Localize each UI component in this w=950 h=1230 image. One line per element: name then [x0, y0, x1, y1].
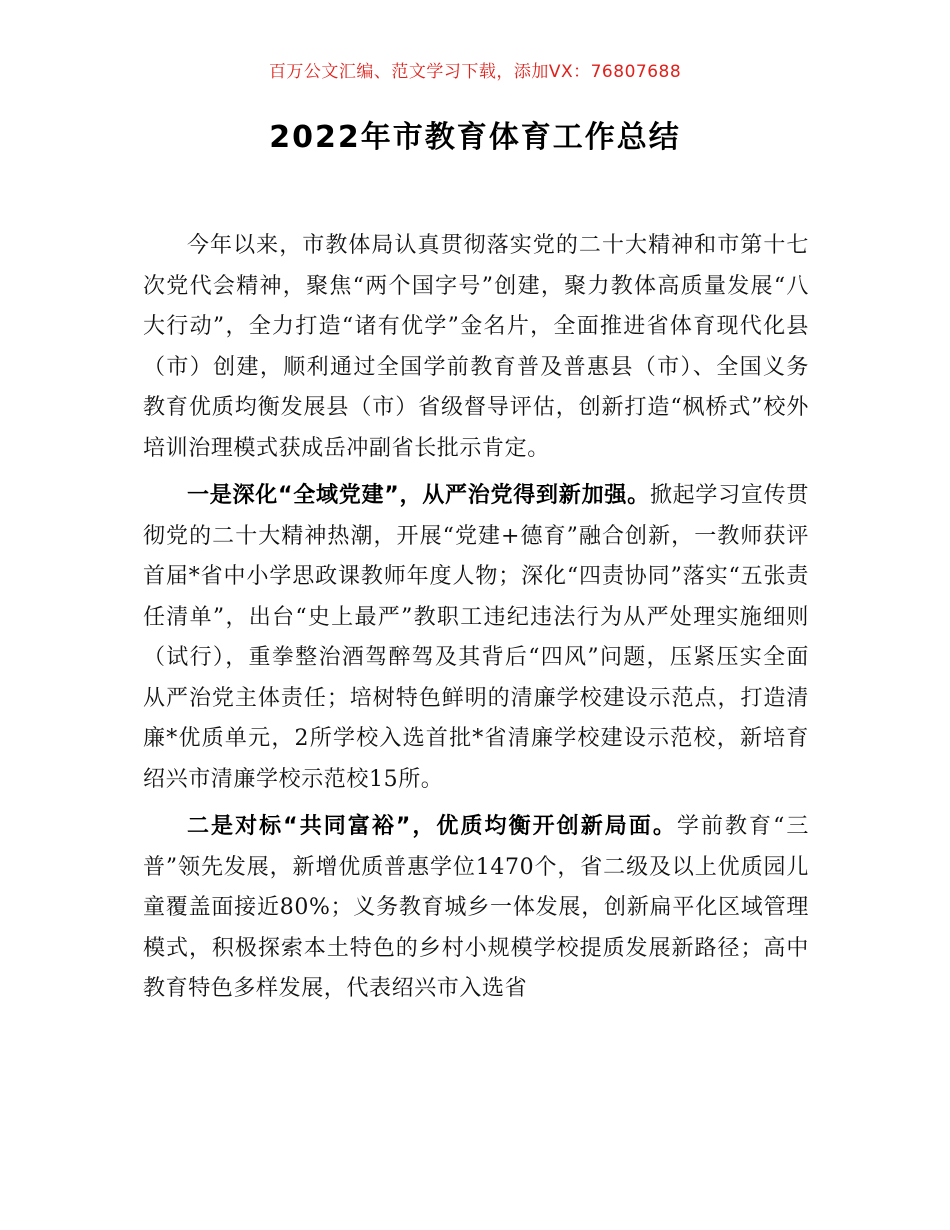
paragraph-lead-heading: 二是对标“共同富裕”，优质均衡开创新局面。 [187, 814, 677, 839]
paragraph-text: 掀起学习宣传贯彻党的二十大精神热潮，开展“党建+德育”融合创新，一教师获评首届*省中小学思政课教师年度人物；深化“四责协同”落实“五张责任清单”，出台“史上最严”教职工违纪违法行为从严处理实施细则（试行），重拳整治酒驾醉驾及其背后“四风”问题，压紧压实全面从严治党主体责任；培树特色鲜明的清廉学校建设示范点，打造清廉*优质单元，2所学校入选首批*省清廉学校建设示范校，新培育绍兴市清廉学校示范校15所。 [143, 483, 809, 792]
paragraph-intro [143, 226, 809, 469]
paragraph-text: 学前教育“三普”领先发展，新增优质普惠学位1470个，省二级及以上优质园儿童覆盖面接近80%；义务教育城乡一体发展，创新扁平化区域管理模式，积极探索本土特色的乡村小规模学校提质发展新路径；高中教育特色多样发展，代表绍兴市入选省 [143, 814, 809, 1001]
paragraph-lead-heading: 一是深化“全域党建”，从严治党得到新加强。 [187, 483, 650, 508]
document-body [143, 226, 809, 1017]
paragraph-text: 今年以来，市教体局认真贯彻落实党的二十大精神和市第十七次党代会精神，聚焦“两个国字号”创建，聚力教体高质量发展“八大行动”，全力打造“诸有优学”金名片，全面推进省体育现代化县（市）创建，顺利通过全国学前教育普及普惠县（市）、全国义务教育优质均衡发展县（市）省级督导评估，创新打造“枫桥式”校外培训治理模式获成岳冲副省长批示肯定。 [143, 233, 809, 461]
paragraph-party-building [143, 476, 809, 800]
paragraph-common-prosperity [143, 807, 809, 1010]
header-watermark-note: 百万公文汇编、范文学习下载，添加VX：76807688 [268, 62, 682, 82]
document-title: 2022年市教育体育工作总结 [269, 120, 681, 155]
